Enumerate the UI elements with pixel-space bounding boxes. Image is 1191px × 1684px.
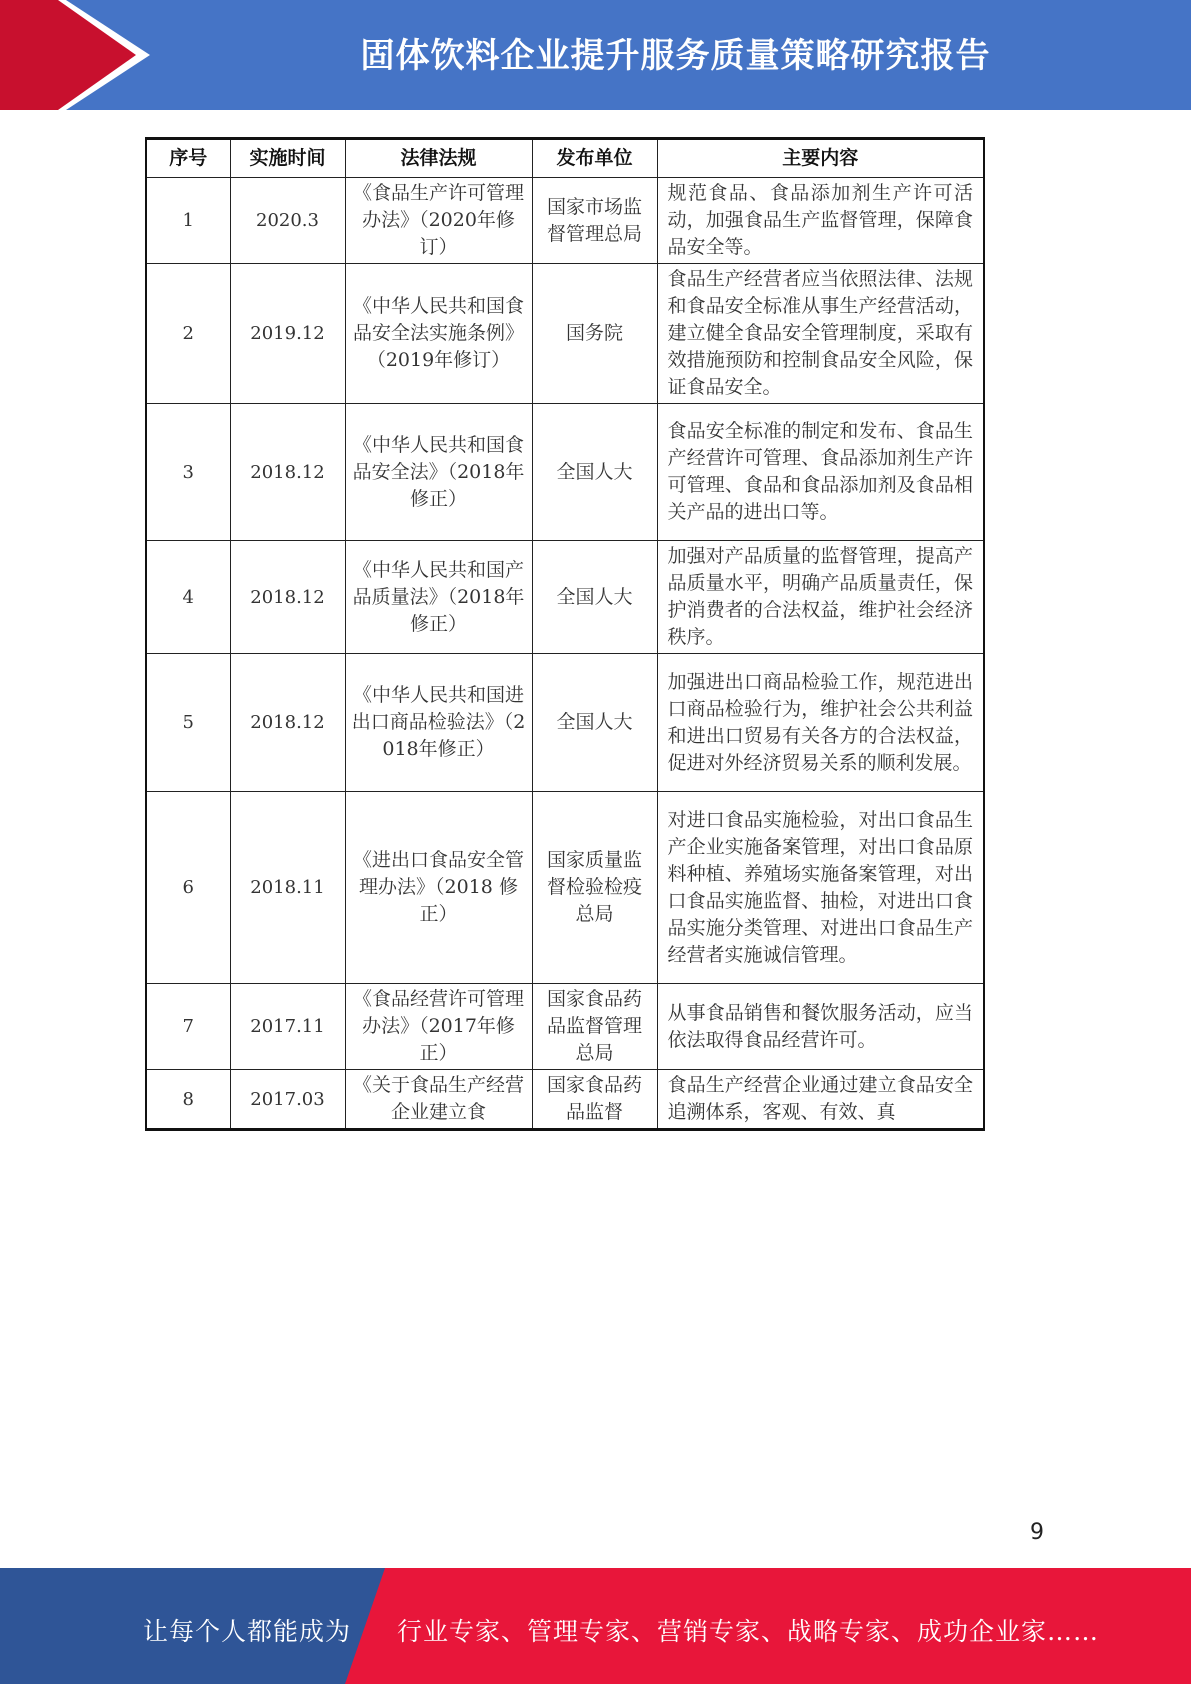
cell-no: 5	[146, 654, 230, 792]
table-row	[146, 264, 984, 404]
report-title: 固体饮料企业提升服务质量策略研究报告	[360, 36, 991, 76]
cell-issuer: 国家食品药品监督	[532, 1070, 657, 1130]
cell-date: 2020.3	[230, 178, 345, 264]
header-banner	[0, 0, 1191, 110]
cell-issuer: 国务院	[532, 264, 657, 404]
cell-date: 2019.12	[230, 264, 345, 404]
cell-no: 1	[146, 178, 230, 264]
cell-issuer: 国家食品药品监督管理总局	[532, 984, 657, 1070]
cell-date: 2018.12	[230, 654, 345, 792]
cell-content: 食品生产经营者应当依照法律、法规和食品安全标准从事生产经营活动，建立健全食品安全管理制度，采取有效措施预防和控制食品安全风险，保证食品安全。	[657, 264, 984, 404]
table-header-row	[146, 139, 984, 178]
table-row	[146, 541, 984, 654]
cell-law: 《食品经营许可管理办法》（2017年修正）	[345, 984, 532, 1070]
cell-law: 《食品生产许可管理办法》（2020年修订）	[345, 178, 532, 264]
cell-content: 食品安全标准的制定和发布、食品生产经营许可管理、食品添加剂生产许可管理、食品和食品添加剂及食品相关产品的进出口等。	[657, 404, 984, 541]
cell-law: 《中华人民共和国进出口商品检验法》（2018年修正）	[345, 654, 532, 792]
cell-content: 食品生产经营企业通过建立食品安全追溯体系，客观、有效、真	[657, 1070, 984, 1130]
column-header-issuer: 发布单位	[532, 139, 657, 178]
cell-date: 2017.11	[230, 984, 345, 1070]
column-header-content: 主要内容	[657, 139, 984, 178]
cell-law: 《中华人民共和国产品质量法》（2018年修正）	[345, 541, 532, 654]
footer-slogan-right: 行业专家、管理专家、营销专家、战略专家、成功企业家……	[397, 1617, 1100, 1646]
cell-no: 3	[146, 404, 230, 541]
page-number: 9	[1030, 1520, 1044, 1545]
column-header-date: 实施时间	[230, 139, 345, 178]
cell-law: 《进出口食品安全管理办法》（2018 修正）	[345, 792, 532, 984]
cell-no: 8	[146, 1070, 230, 1130]
footer-banner	[0, 1568, 1191, 1684]
regulations-table	[145, 137, 985, 1131]
table-row	[146, 404, 984, 541]
table-row	[146, 792, 984, 984]
cell-no: 2	[146, 264, 230, 404]
chevron-arrow-icon	[0, 0, 150, 110]
cell-date: 2017.03	[230, 1070, 345, 1130]
cell-date: 2018.12	[230, 404, 345, 541]
table-row	[146, 984, 984, 1070]
table-row	[146, 654, 984, 792]
cell-issuer: 全国人大	[532, 654, 657, 792]
cell-content: 规范食品、食品添加剂生产许可活动，加强食品生产监督管理，保障食品安全等。	[657, 178, 984, 264]
cell-content: 从事食品销售和餐饮服务活动，应当依法取得食品经营许可。	[657, 984, 984, 1070]
cell-issuer: 全国人大	[532, 404, 657, 541]
cell-law: 《中华人民共和国食品安全法实施条例》（2019年修订）	[345, 264, 532, 404]
cell-content: 加强进出口商品检验工作，规范进出口商品检验行为，维护社会公共利益和进出口贸易有关各方的合法权益，促进对外经济贸易关系的顺利发展。	[657, 654, 984, 792]
cell-content: 对进口食品实施检验，对出口食品生产企业实施备案管理，对出口食品原料种植、养殖场实施备案管理，对出口食品实施监督、抽检，对进出口食品实施分类管理、对进出口食品生产经营者实施诚信管理。	[657, 792, 984, 984]
cell-law: 《中华人民共和国食品安全法》（2018年修正）	[345, 404, 532, 541]
cell-date: 2018.12	[230, 541, 345, 654]
cell-no: 6	[146, 792, 230, 984]
cell-law: 《关于食品生产经营企业建立食	[345, 1070, 532, 1130]
footer-slogan-left: 让每个人都能成为	[143, 1617, 352, 1646]
cell-no: 4	[146, 541, 230, 654]
table-row	[146, 178, 984, 264]
table-row	[146, 1070, 984, 1130]
regulations-table-wrapper	[145, 137, 983, 1131]
cell-date: 2018.11	[230, 792, 345, 984]
column-header-no: 序号	[146, 139, 230, 178]
cell-content: 加强对产品质量的监督管理，提高产品质量水平，明确产品质量责任，保护消费者的合法权益，维护社会经济秩序。	[657, 541, 984, 654]
cell-issuer: 国家质量监督检验检疫总局	[532, 792, 657, 984]
column-header-law: 法律法规	[345, 139, 532, 178]
cell-no: 7	[146, 984, 230, 1070]
cell-issuer: 国家市场监督管理总局	[532, 178, 657, 264]
cell-issuer: 全国人大	[532, 541, 657, 654]
